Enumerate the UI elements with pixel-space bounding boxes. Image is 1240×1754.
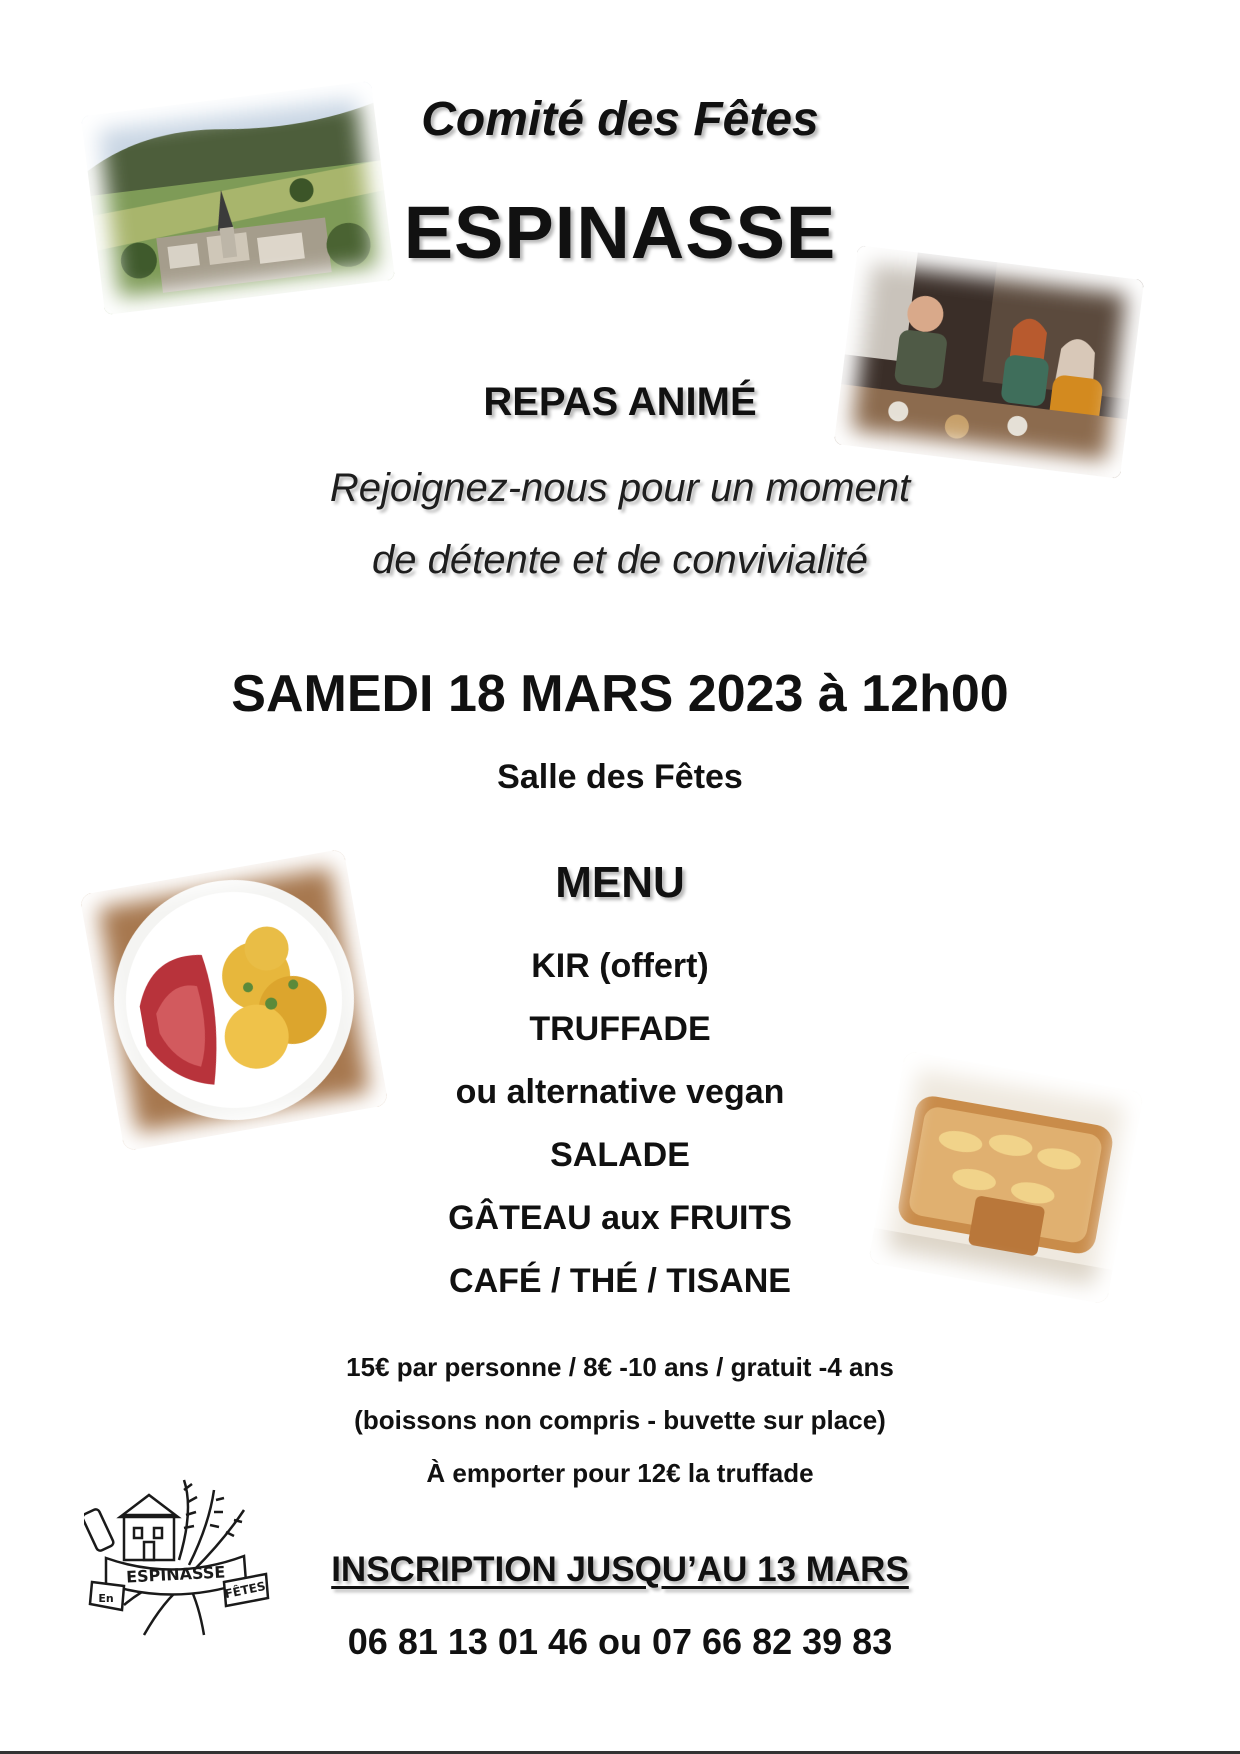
menu-item: GÂTEAU aux FRUITS bbox=[448, 1199, 792, 1237]
menu-item: KIR (offert) bbox=[531, 947, 709, 985]
tagline-line-2: de détente et de convivialité bbox=[372, 538, 868, 582]
price-info: 15€ par personne / 8€ -10 ans / gratuit -4 ans bbox=[346, 1352, 894, 1382]
menu-heading: MENU bbox=[555, 858, 685, 907]
logo-right-text: FÊTES bbox=[223, 1578, 267, 1602]
menu-item: ou alternative vegan bbox=[455, 1073, 785, 1111]
menu-item: SALADE bbox=[550, 1136, 690, 1174]
logo-main-text: ESPINASSE bbox=[125, 1562, 226, 1587]
friends-dining-image bbox=[834, 245, 1144, 479]
committee-title: Comité des Fêtes bbox=[421, 93, 819, 146]
drinks-note: (boissons non compris - buvette sur place) bbox=[354, 1405, 886, 1435]
town-name: ESPINASSE bbox=[403, 191, 837, 274]
phone-numbers: 06 81 13 01 46 ou 07 66 82 39 83 bbox=[347, 1621, 893, 1662]
takeaway-info: À emporter pour 12€ la truffade bbox=[426, 1458, 814, 1488]
menu-item: TRUFFADE bbox=[529, 1010, 711, 1048]
tagline-line-1: Rejoignez-nous pour un moment bbox=[329, 466, 911, 510]
event-date: SAMEDI 18 MARS 2023 à 12h00 bbox=[231, 665, 1009, 723]
logo-left-text: En bbox=[98, 1592, 114, 1605]
event-venue: Salle des Fêtes bbox=[497, 758, 743, 796]
event-title: REPAS ANIMÉ bbox=[483, 380, 757, 424]
fruit-cake-image bbox=[868, 1051, 1144, 1305]
menu-item: CAFÉ / THÉ / TISANE bbox=[449, 1262, 791, 1300]
registration-deadline: INSCRIPTION JUSQU’AU 13 MARS bbox=[331, 1550, 909, 1589]
